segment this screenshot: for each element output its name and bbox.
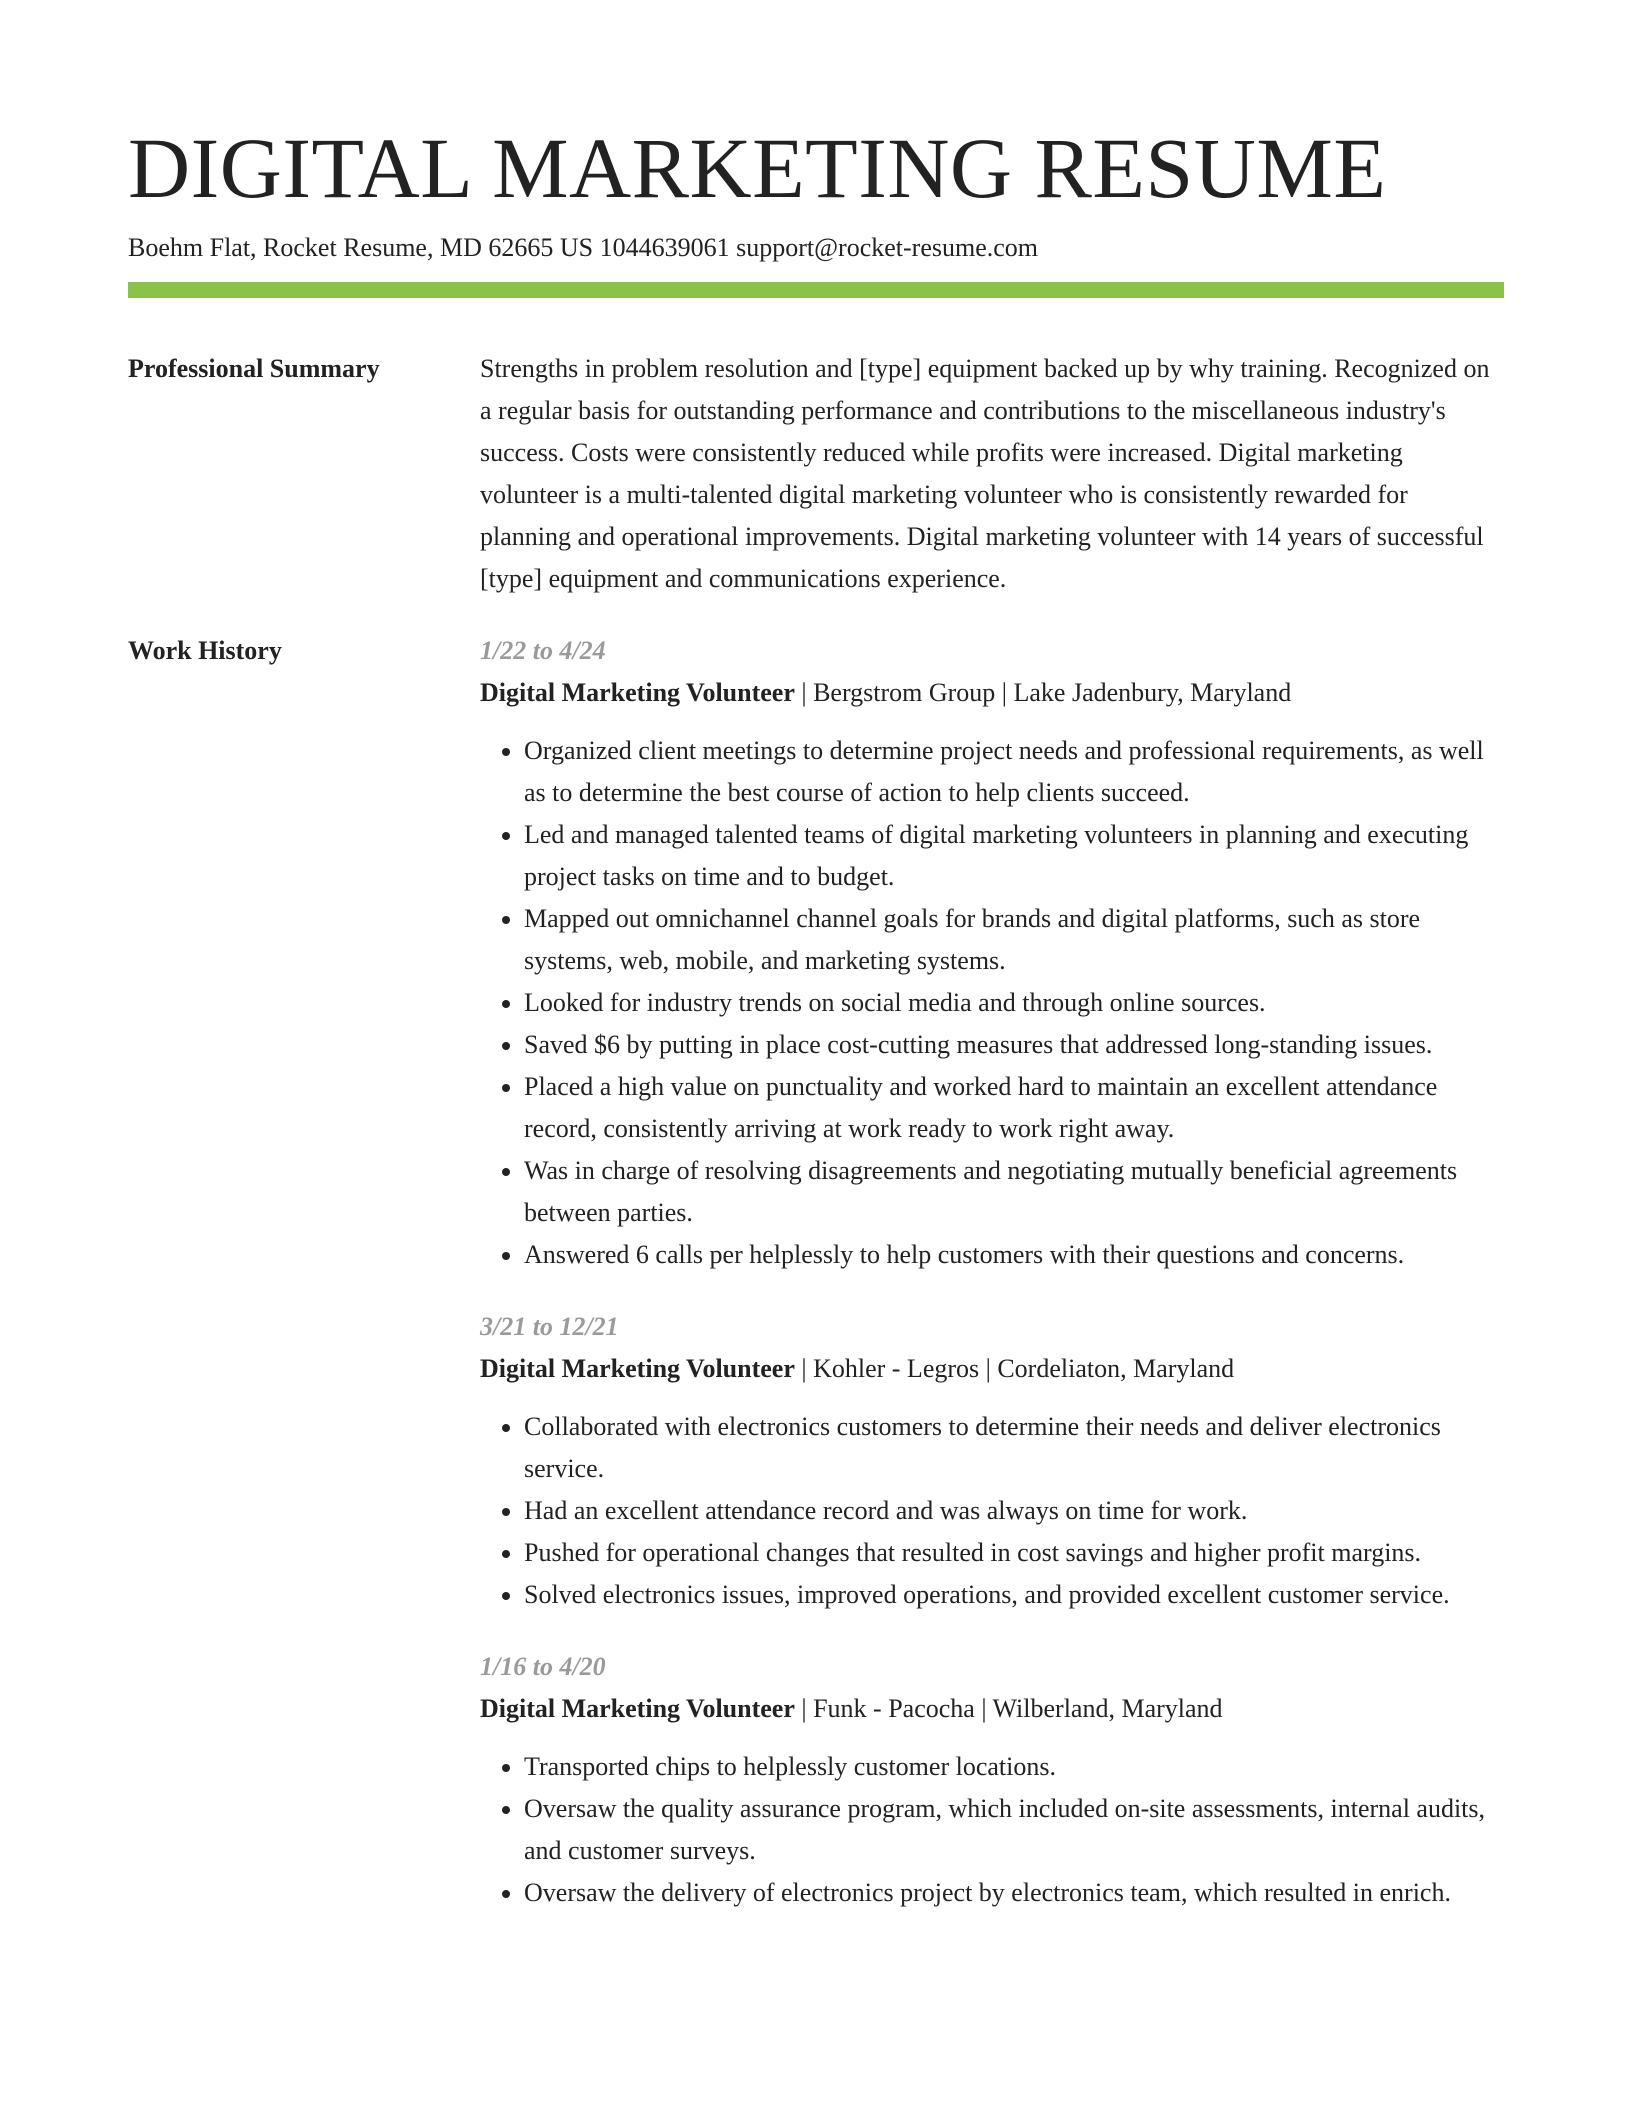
work-history-section	[128, 630, 1504, 1914]
summary-text: Strengths in problem resolution and [type] equipment backed up by why training. Recognized on a regular basis for outstanding performance and contributions to the miscellaneous industry's success. Costs were consistently reduced while profits were increased. Digital marketing volunteer is a multi-talented digital marketing volunteer who is consistently rewarded for planning and operational improvements. Digital marketing volunteer with 14 years of successful [type] equipment and communications experience.	[480, 354, 1490, 593]
job-bullet: • Answered 6 calls per helplessly to help customers with their questions and concerns.	[524, 1234, 1504, 1276]
job-details: | Funk - Pacocha | Wilberland, Maryland	[794, 1694, 1223, 1723]
resume-title: DIGITAL MARKETING RESUME	[128, 120, 1387, 216]
job-bullet: • Solved electronics issues, improved operations, and provided excellent customer service.	[524, 1574, 1504, 1616]
job-entry-2	[480, 1306, 1504, 1616]
job-title: Digital Marketing Volunteer	[480, 1354, 795, 1383]
job-bullet: • Mapped out omnichannel channel goals for brands and digital platforms, such as store systems, web, mobile, and marketing systems.	[524, 898, 1504, 982]
summary-body	[480, 348, 1504, 600]
job-header	[480, 1688, 1504, 1730]
resume-page	[128, 0, 1504, 1914]
job-bullet: • Organized client meetings to determine project needs and professional requirements, as well as to determine the best course of action to help clients succeed.	[524, 730, 1504, 814]
job-header	[480, 1348, 1504, 1390]
job-details: | Bergstrom Group | Lake Jadenbury, Maryland	[794, 678, 1292, 707]
job-bullet: • Collaborated with electronics customers to determine their needs and deliver electronics service.	[524, 1406, 1504, 1490]
header-divider	[128, 282, 1504, 298]
job-title: Digital Marketing Volunteer	[480, 678, 795, 707]
contact-info: Boehm Flat, Rocket Resume, MD 62665 US 1044639061 support@rocket-resume.com	[128, 233, 1038, 262]
job-bullet: • Transported chips to helplessly customer locations.	[524, 1746, 1504, 1788]
job-entry-1	[480, 630, 1504, 1276]
job-bullet: • Pushed for operational changes that resulted in cost savings and higher profit margins.	[524, 1532, 1504, 1574]
job-bullets	[480, 1746, 1504, 1914]
professional-summary-section	[128, 348, 1504, 600]
job-bullet: • Was in charge of resolving disagreements and negotiating mutually beneficial agreements between parties.	[524, 1150, 1504, 1234]
job-details: | Kohler - Legros | Cordeliaton, Maryland	[794, 1354, 1235, 1383]
job-header	[480, 672, 1504, 714]
job-bullets	[480, 730, 1504, 1276]
job-title: Digital Marketing Volunteer	[480, 1694, 795, 1723]
job-bullet: • Oversaw the quality assurance program, which included on-site assessments, internal audits, and customer surveys.	[524, 1788, 1504, 1872]
job-entry-3	[480, 1646, 1504, 1914]
job-dates: 3/21 to 12/21	[480, 1312, 619, 1341]
job-bullet: • Looked for industry trends on social media and through online sources.	[524, 982, 1504, 1024]
section-label-summary: Professional Summary	[128, 354, 380, 383]
job-bullet: • Oversaw the delivery of electronics project by electronics team, which resulted in enrich.	[524, 1872, 1504, 1914]
job-dates: 1/16 to 4/20	[480, 1652, 606, 1681]
job-dates: 1/22 to 4/24	[480, 636, 606, 665]
job-bullets	[480, 1406, 1504, 1616]
section-label-work: Work History	[128, 636, 282, 665]
job-bullet: • Had an excellent attendance record and was always on time for work.	[524, 1490, 1504, 1532]
job-bullet: • Placed a high value on punctuality and worked hard to maintain an excellent attendance record, consistently arriving at work ready to work right away.	[524, 1066, 1504, 1150]
job-bullet: • Led and managed talented teams of digital marketing volunteers in planning and executing project tasks on time and to budget.	[524, 814, 1504, 898]
work-history-body	[480, 630, 1504, 1914]
job-bullet: • Saved $6 by putting in place cost-cutting measures that addressed long-standing issues.	[524, 1024, 1504, 1066]
